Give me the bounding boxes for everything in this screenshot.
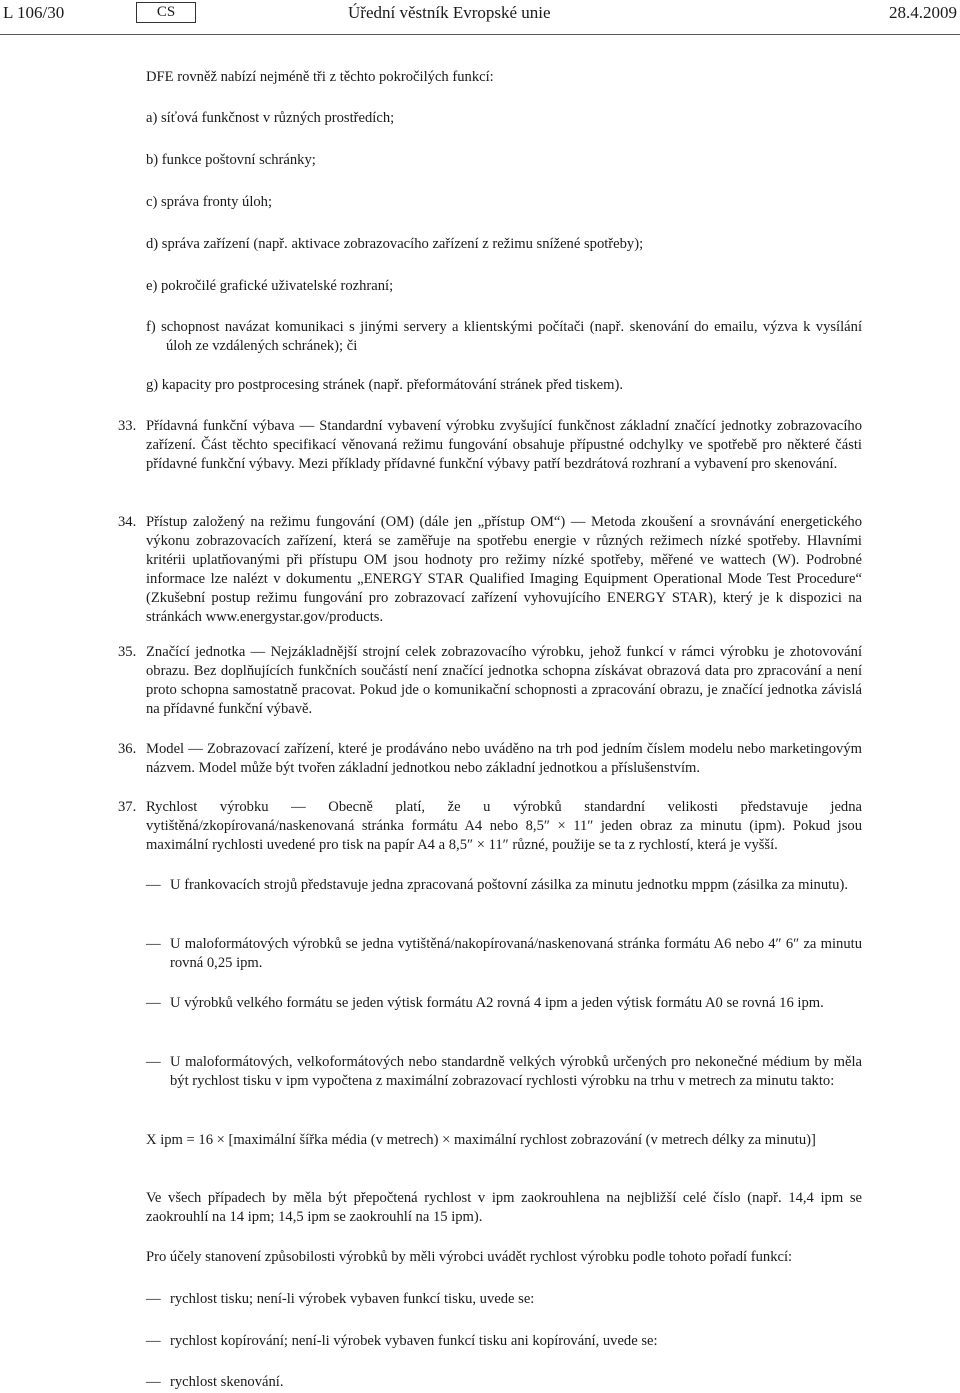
list-item-a: a) síťová funkčnost v různých prostředích; (146, 110, 395, 126)
section-number: 37. (118, 799, 137, 815)
rounding-paragraph: Ve všech případech by měla být přepočtená rychlost v ipm zaokrouhlena na nejbližší celé číslo (např. 14,4 ipm se zaokrouhlí na 14 ipm; 14,5 ipm se zaokrouhlí na 15 ipm). (146, 1190, 862, 1225)
section-36-text: Model — Zobrazovací zařízení, které je prodáváno nebo uváděno na trh pod jedním číslem modelu nebo marketingovým názvem. Model může být tvořen základní jednotkou nebo základní jednotkou a příslušenstvím. (146, 741, 862, 776)
list-item-g: g) kapacity pro postprocesing stránek (např. přeformátování stránek před tiskem). (146, 377, 623, 393)
order-item: rychlost kopírování; není-li výrobek vybaven funkcí tisku ani kopírování, uvede se: (170, 1333, 658, 1349)
section-number: 33. (118, 418, 137, 434)
section-number: 34. (118, 514, 137, 530)
order-item: rychlost tisku; není-li výrobek vybaven funkcí tisku, uvede se: (170, 1291, 535, 1307)
order-item: rychlost skenování. (170, 1374, 284, 1390)
dash-bullet: — (146, 995, 161, 1011)
intro-paragraph: DFE rovněž nabízí nejméně tři z těchto pokročilých funkcí: (146, 69, 494, 85)
section-35-text: Značící jednotka — Nejzákladnější strojní celek zobrazovacího výrobku, jehož funkcí v rámci výrobku je zhotovování obrazu. Bez doplňujících funkčních součástí není značící jednotka schopna získávat obrazová data pro zpracování a není proto schopna samostatně pracovat. Pokud jde o komunikační schopnosti a zpracování obrazu, je značící jednotka závislá na přídavné funkční výbavě. (146, 644, 862, 717)
dash-bullet: — (146, 1374, 161, 1390)
dash-bullet: — (146, 877, 161, 893)
list-item-c: c) správa fronty úloh; (146, 194, 273, 210)
order-intro: Pro účely stanovení způsobilosti výrobků by měli výrobci uvádět rychlost výrobku podle tohoto pořadí funkcí: (146, 1249, 793, 1265)
list-item-d: d) správa zařízení (např. aktivace zobrazovacího zařízení z režimu snížené spotřeby); (146, 236, 644, 252)
section-34-text: Přístup založený na režimu fungování (OM) (dále jen „přístup OM“) — Metoda zkoušení a srovnávání energetického výkonu zobrazovacích zařízení, která se zaměřuje na spotřebu energie v různých režimech nízké spotřeby. Hlavními kritérii uplatňovanými při přístupu OM jsou hodnoty pro režimy nízké spotřeby, měřené ve wattech (W). Podrobné informace lze nalézt v dokumentu „ENERGY STAR Qualified Imaging Equipment Operational Mode Test Procedure“ (Zkušební postup režimu fungování pro zobrazovací zařízení vyhovujícího ENERGY STAR), který je k dispozici na stránkách www.energystar.gov/products. (146, 514, 862, 625)
section-number: 35. (118, 644, 137, 660)
list-item-f: f) schopnost navázat komunikaci s jinými servery a klientskými počítači (např. skenování do emailu, výzva k vysílání úloh ze vzdálených schránek); či (146, 319, 862, 354)
journal-title: Úřední věstník Evropské unie (348, 3, 551, 22)
dash-item: U výrobků velkého formátu se jeden výtisk formátu A2 rovná 4 ipm a jeden výtisk formátu A0 se rovná 16 ipm. (170, 995, 824, 1011)
formula-paragraph: X ipm = 16 × [maximální šířka média (v metrech) × maximální rychlost zobrazování (v metrech délky za minutu)] (146, 1132, 816, 1148)
dash-bullet: — (146, 936, 161, 952)
section-37-text: Rychlost výrobku — Obecně platí, že u výrobků standardní velikosti představuje jedna vytištěná/zkopírovaná/naskenovaná stránka formátu A4 nebo 8,5″ × 11″ jeden obraz za minutu (ipm). Pokud jsou maximální rychlosti uvedené pro tisk na papír A4 a 8,5″ × 11″ různé, použije se ta z rychlostí, která je vyšší. (146, 799, 862, 853)
dash-item: U frankovacích strojů představuje jedna zpracovaná poštovní zásilka za minutu jednotku mppm (zásilka za minutu). (170, 877, 848, 893)
dash-bullet: — (146, 1333, 161, 1349)
header-rule (0, 34, 960, 35)
list-item-e: e) pokročilé grafické uživatelské rozhraní; (146, 278, 394, 294)
page-header (0, 3, 960, 27)
page-reference: L 106/30 (3, 3, 65, 22)
dash-bullet: — (146, 1054, 161, 1070)
publication-date: 28.4.2009 (889, 3, 957, 22)
section-number: 36. (118, 741, 137, 757)
dash-item: U maloformátových výrobků se jedna vytištěná/nakopírovaná/naskenovaná stránka formátu A6 nebo 4″ 6″ za minutu rovná 0,25 ipm. (170, 936, 862, 971)
section-33-text: Přídavná funkční výbava — Standardní vybavení výrobku zvyšující funkčnost základní značící jednotky zobrazovacího zařízení. Část těchto specifikací věnovaná režimu fungování obsahuje přípustné odchylky ve spotřebě pro některé části přídavné funkční výbavy. Mezi příklady přídavné funkční výbavy patří bezdrátová rozhraní a vybavení pro skenování. (146, 418, 862, 472)
dash-bullet: — (146, 1291, 161, 1307)
dash-item: U maloformátových, velkoformátových nebo standardně velkých výrobků určených pro nekonečné médium by měla být rychlost tisku v ipm vypočtena z maximální zobrazovací rychlosti výrobku na trhu v metrech za minutu takto: (170, 1054, 862, 1089)
list-item-b: b) funkce poštovní schránky; (146, 152, 316, 168)
language-badge: CS (136, 2, 196, 23)
